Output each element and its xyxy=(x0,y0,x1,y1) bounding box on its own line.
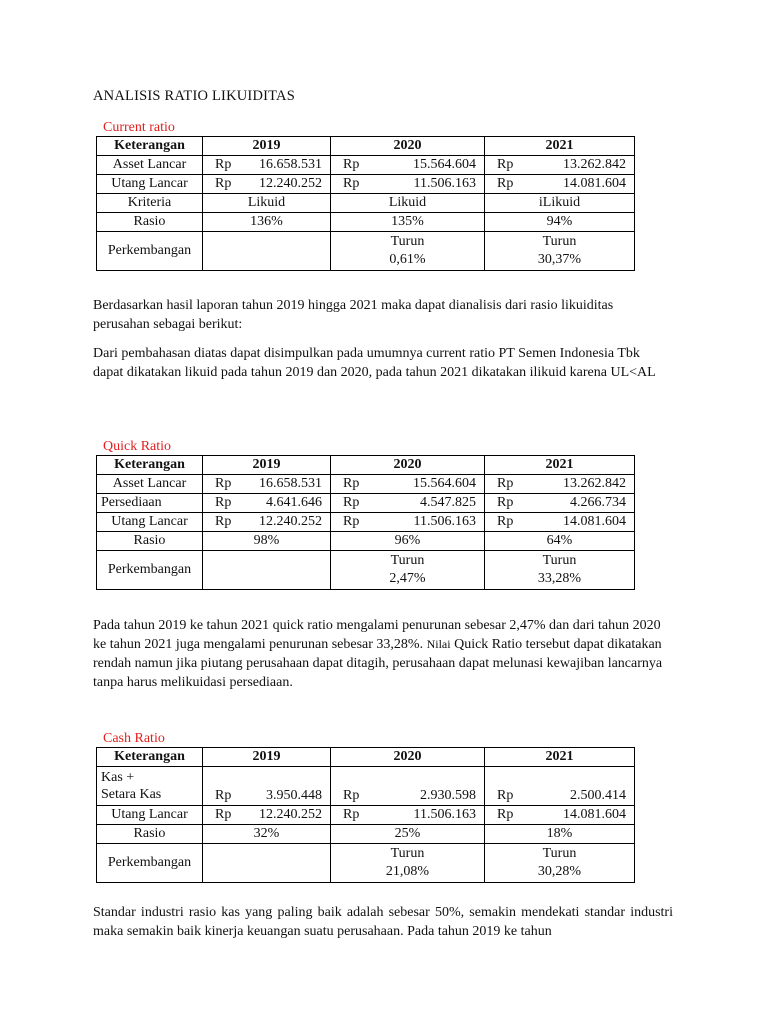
cell-value: 33,28% xyxy=(537,571,582,586)
row-label: Persediaan xyxy=(97,494,203,513)
header-keterangan: Keterangan xyxy=(97,137,203,156)
table-row xyxy=(97,175,635,194)
currency: Rp xyxy=(497,157,514,172)
paragraph-text: Quick Ratio tersebut dapat dikatakan rendah namun jika piutang perusahaan dapat ditagih, perusahaan dapat melunasi kewajiban lancarnya tanpa harus melikuidasi persediaan. xyxy=(93,637,663,690)
row-label: Setara Kas xyxy=(101,787,162,802)
cell-value: 21,08% xyxy=(385,864,430,879)
cell-value: 25% xyxy=(331,825,485,844)
table-row xyxy=(97,232,635,271)
header-2021: 2021 xyxy=(485,137,635,156)
amount: 2.930.598 xyxy=(420,788,476,803)
current-ratio-table xyxy=(96,136,635,271)
amount: 12.240.252 xyxy=(259,176,322,191)
current-ratio-label: Current ratio xyxy=(103,120,175,135)
paragraph-text: Pada tahun 2019 ke tahun 2021 quick ratio mengalami penurunan sebesar 2,47% dan dari tahun 2020 ke tahun 2021 juga mengalami penurunan sebesar 33,28%. xyxy=(93,618,661,652)
header-2019: 2019 xyxy=(203,748,331,767)
amount: 3.950.448 xyxy=(266,788,322,803)
cell-value: Turun xyxy=(390,553,425,568)
header-2021: 2021 xyxy=(485,456,635,475)
currency: Rp xyxy=(215,807,232,822)
header-keterangan: Keterangan xyxy=(97,456,203,475)
table-row xyxy=(97,194,635,213)
quick-ratio-label: Quick Ratio xyxy=(103,439,172,454)
amount: 11.506.163 xyxy=(413,807,476,822)
cash-ratio-label: Cash Ratio xyxy=(103,731,165,746)
table-header-row xyxy=(97,456,635,475)
table-row xyxy=(97,532,635,551)
row-label: Perkembangan xyxy=(97,551,203,590)
row-label: Rasio xyxy=(97,213,203,232)
row-label: Utang Lancar xyxy=(97,806,203,825)
amount: 4.266.734 xyxy=(570,495,626,510)
currency: Rp xyxy=(215,495,232,510)
cell-value: Turun xyxy=(390,846,425,861)
table-row xyxy=(97,475,635,494)
cell-value: 94% xyxy=(485,213,635,232)
header-2019: 2019 xyxy=(203,137,331,156)
table-row xyxy=(97,513,635,532)
currency: Rp xyxy=(497,807,514,822)
currency: Rp xyxy=(343,807,360,822)
row-label: Kriteria xyxy=(97,194,203,213)
amount: 13.262.842 xyxy=(563,476,626,491)
cell-value: 18% xyxy=(485,825,635,844)
currency: Rp xyxy=(343,157,360,172)
cell-value: Likuid xyxy=(203,194,331,213)
table-header-row xyxy=(97,748,635,767)
amount: 14.081.604 xyxy=(563,514,626,529)
row-label: Asset Lancar xyxy=(97,156,203,175)
cell-value: 64% xyxy=(485,532,635,551)
table-row xyxy=(97,767,635,806)
row-label: Rasio xyxy=(97,532,203,551)
currency: Rp xyxy=(497,788,514,803)
amount: 4.641.646 xyxy=(266,495,322,510)
cell-value: 30,28% xyxy=(537,864,582,879)
cell-value: 98% xyxy=(203,532,331,551)
paragraph: Standar industri rasio kas yang paling baik adalah sebesar 50%, semakin mendekati standar industri maka semakin baik kinerja keuangan suatu perusahaan. Pada tahun 2019 ke tahun xyxy=(93,905,673,939)
table-row xyxy=(97,806,635,825)
cell-value: 96% xyxy=(331,532,485,551)
cell-value: Turun xyxy=(542,846,577,861)
currency: Rp xyxy=(215,176,232,191)
currency: Rp xyxy=(343,495,360,510)
row-label: Asset Lancar xyxy=(97,475,203,494)
currency: Rp xyxy=(215,514,232,529)
currency: Rp xyxy=(343,514,360,529)
cell-value: Likuid xyxy=(331,194,485,213)
table-row xyxy=(97,494,635,513)
currency: Rp xyxy=(343,788,360,803)
table-header-row xyxy=(97,137,635,156)
amount: 4.547.825 xyxy=(420,495,476,510)
table-row xyxy=(97,156,635,175)
amount: 12.240.252 xyxy=(259,807,322,822)
amount: 16.658.531 xyxy=(259,157,322,172)
page-title: ANALISIS RATIO LIKUIDITAS xyxy=(93,88,295,104)
cell-value: Turun xyxy=(390,234,425,249)
table-row xyxy=(97,825,635,844)
currency: Rp xyxy=(343,176,360,191)
currency: Rp xyxy=(215,476,232,491)
cell-value: 135% xyxy=(331,213,485,232)
row-label: Perkembangan xyxy=(97,232,203,271)
amount: 11.506.163 xyxy=(413,176,476,191)
currency: Rp xyxy=(497,514,514,529)
cell-value: Turun xyxy=(542,553,577,568)
cell-value: Turun xyxy=(542,234,577,249)
header-2020: 2020 xyxy=(331,456,485,475)
table-row xyxy=(97,551,635,590)
amount: 2.500.414 xyxy=(570,788,626,803)
currency: Rp xyxy=(215,788,232,803)
row-label: Rasio xyxy=(97,825,203,844)
row-label: Kas + xyxy=(101,770,135,785)
paragraph-text-small: Nilai xyxy=(426,637,451,651)
quick-ratio-table xyxy=(96,455,635,590)
cell-value: 2,47% xyxy=(389,571,426,586)
amount: 15.564.604 xyxy=(413,157,476,172)
currency: Rp xyxy=(497,176,514,191)
cell-value: 0,61% xyxy=(389,252,426,267)
amount: 15.564.604 xyxy=(413,476,476,491)
amount: 13.262.842 xyxy=(563,157,626,172)
header-2021: 2021 xyxy=(485,748,635,767)
row-label: Perkembangan xyxy=(97,844,203,883)
amount: 16.658.531 xyxy=(259,476,322,491)
paragraph xyxy=(93,616,673,692)
amount: 14.081.604 xyxy=(563,176,626,191)
amount: 14.081.604 xyxy=(563,807,626,822)
row-label: Utang Lancar xyxy=(97,513,203,532)
currency: Rp xyxy=(343,476,360,491)
table-row xyxy=(97,844,635,883)
cell-value: 30,37% xyxy=(537,252,582,267)
amount: 12.240.252 xyxy=(259,514,322,529)
header-2019: 2019 xyxy=(203,456,331,475)
amount: 11.506.163 xyxy=(413,514,476,529)
cell-value: iLikuid xyxy=(485,194,635,213)
table-row xyxy=(97,213,635,232)
paragraph: Dari pembahasan diatas dapat disimpulkan pada umumnya current ratio PT Semen Indonesia Tbk dapat dikatakan likuid pada tahun 2019 dan 2020, pada tahun 2021 dikatakan ilikuid karena UL<AL xyxy=(93,346,656,380)
paragraph: Berdasarkan hasil laporan tahun 2019 hingga 2021 maka dapat dianalisis dari rasio likuiditas perusahan sebagai berikut: xyxy=(93,298,614,332)
row-label: Utang Lancar xyxy=(97,175,203,194)
header-2020: 2020 xyxy=(331,748,485,767)
currency: Rp xyxy=(215,157,232,172)
currency: Rp xyxy=(497,495,514,510)
cash-ratio-table xyxy=(96,747,635,883)
cell-value: 136% xyxy=(203,213,331,232)
header-2020: 2020 xyxy=(331,137,485,156)
cell-value: 32% xyxy=(203,825,331,844)
header-keterangan: Keterangan xyxy=(97,748,203,767)
currency: Rp xyxy=(497,476,514,491)
